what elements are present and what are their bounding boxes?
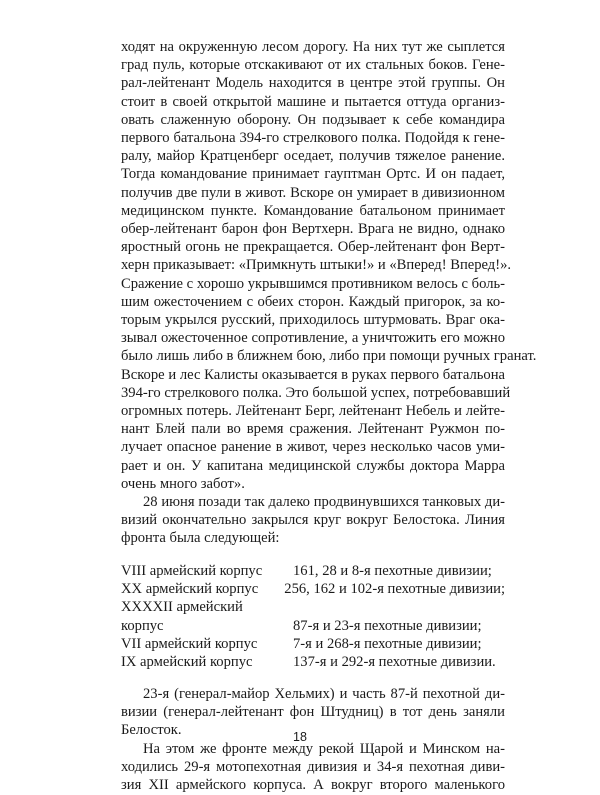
text-line: огромных потерь. Лейтенант Берг, лейтенант Небель и лейте-: [121, 403, 505, 420]
text-line: зия XII армейского корпуса. А вокруг второго маленького: [121, 777, 505, 794]
table-row: [121, 653, 505, 671]
text-line: медицинском пункте. Командование батальоном принимает: [121, 202, 505, 219]
text-line: Тогда командование принимает гауптман Ортс. И он падает,: [121, 166, 505, 183]
text-line: обер-лейтенант барон фон Вертхерн. Врага не видно, однако: [121, 221, 505, 238]
text-line: лучает опасное ранение в живот, через несколько часов уми-: [121, 439, 505, 456]
text-line: шим ожесточением с обеих сторон. Каждый пригорок, за ко-: [121, 293, 505, 310]
corps-name: XXXXII армейский: [121, 599, 243, 616]
text-line: 23-я (генерал-майор Хельмих) и часть 87-й пехотной ди-: [143, 686, 505, 702]
text-line: град пуль, которые отскакивают от их стальных боков. Гене-: [121, 57, 505, 74]
text-line: торым укрылся русский, приходилось штурмовать. Враг ока-: [121, 312, 505, 329]
table-row: [121, 635, 505, 653]
division-list: [293, 598, 505, 616]
text-line: фронта была следующей:: [121, 530, 280, 547]
division-list: 161, 28 и 8-я пехотные дивизии;: [293, 563, 492, 579]
table-row: [121, 562, 505, 580]
text-line: рал-лейтенант Модель находится в центре этой группы. Он: [121, 75, 505, 92]
text-line: первого батальона 394-го стрелкового полка. Подойдя к гене-: [121, 130, 505, 147]
text-line: ходились 29-я мотопехотная дивизия и 34-я пехотная диви-: [121, 759, 505, 776]
corps-name: VII армейский корпус: [121, 635, 258, 652]
text-line: На этом же фронте между рекой Щарой и Минском на-: [143, 741, 505, 757]
text-line: зывал ожесточенное сопротивление, а уничтожить его можно: [121, 330, 505, 347]
text-line: получив две пули в живот. Вскоре он умирает в дивизионном: [121, 184, 505, 201]
corps-divisions-table: [121, 562, 505, 671]
text-line: стоит в своей открытой машине и пытается оттуда организ-: [121, 93, 505, 110]
text-line: ходят на окруженную лесом дорогу. На них тут же сыплется: [121, 39, 505, 55]
text-line: яростный огонь не прекращается. Обер-лейтенант фон Верт-: [121, 239, 505, 256]
text-line: Вскоре и лес Калисты оказывается в руках первого батальона: [121, 366, 505, 383]
text-line: ралу, майор Кратценберг оседает, получив тяжелое ранение.: [121, 148, 505, 165]
division-list: 7-я и 268-я пехотные дивизии;: [293, 635, 482, 652]
paragraph-front-between-shchara-minsk: [121, 740, 505, 795]
text-line: 394-го стрелкового полка. Это большой успех, потребовавший: [121, 384, 511, 401]
corps-name: корпус: [121, 617, 164, 634]
text-line: визии (генерал-лейтенант фон Штудниц) в тот день заняли: [121, 704, 505, 721]
paragraph-front-line-intro: [121, 493, 505, 548]
text-line: было лишь либо в ближнем бою, либо при помощи ручных гранат.: [121, 348, 537, 365]
division-list: 87-я и 23-я пехотные дивизии;: [293, 617, 482, 634]
corps-name: IX армейский корпус: [121, 653, 253, 670]
text-line: Сражение с хорошо укрывшимся противником велось с боль-: [121, 275, 505, 292]
text-line: херн приказывает: «Примкнуть штыки!» и «Вперед! Вперед!».: [121, 257, 512, 274]
text-line: очень много забот».: [121, 475, 245, 492]
table-row: [121, 598, 505, 616]
text-line: овать слаженную оборону. Он подзывает к себе командира: [121, 111, 505, 128]
paragraph-belostok-taken: [121, 685, 505, 740]
division-list: 137-я и 292-я пехотные дивизии.: [293, 653, 496, 670]
paragraph-battle-account: [121, 38, 537, 493]
text-line: рает и он. У капитана медицинской службы доктора Марра: [121, 457, 505, 474]
corps-name: VIII армейский корпус: [121, 563, 263, 579]
page-number: 18: [293, 730, 307, 744]
text-line: Белосток.: [121, 722, 182, 739]
text-line: 28 июня позади так далеко продвинувшихся танковых ди-: [143, 494, 505, 510]
text-line: визий окончательно закрылся круг вокруг Белостока. Линия: [121, 512, 505, 529]
corps-name: XX армейский корпус: [121, 581, 259, 598]
table-row: [121, 617, 505, 635]
division-list: 256, 162 и 102-я пехотные дивизии;: [284, 581, 505, 598]
text-line: нант Блей пали во время сражения. Лейтенант Ружмон по-: [121, 421, 505, 438]
table-row: [121, 580, 505, 598]
